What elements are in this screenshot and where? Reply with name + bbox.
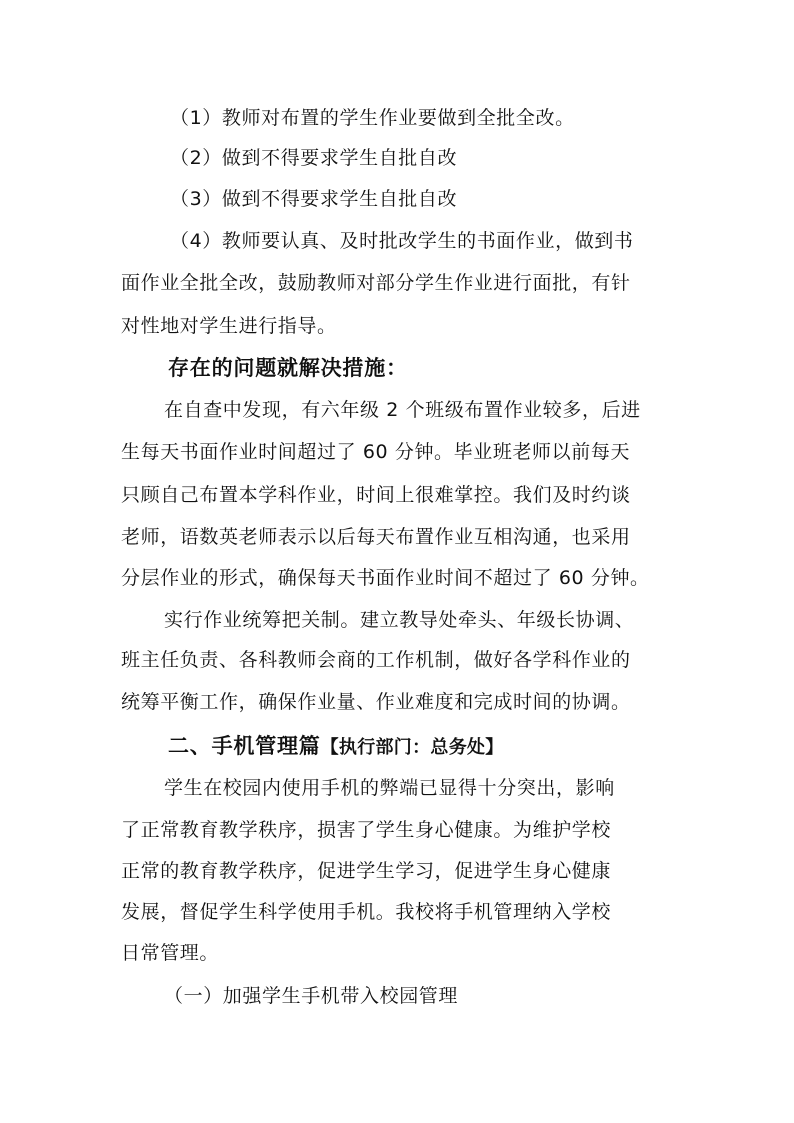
paragraph-line: 实行作业统筹把关制。建立教导处牵头、年级长协调、 xyxy=(164,609,635,631)
section-two-title: 二、手机管理篇 xyxy=(168,734,321,758)
paragraph-line: 对性地对学生进行指导。 xyxy=(121,315,337,337)
section-two-dept: 【执行部门：总务处】 xyxy=(320,737,504,758)
paragraph-line: 老师，语数英老师表示以后每天布置作业互相沟通，也采用 xyxy=(121,526,631,548)
paragraph-line: （3）做到不得要求学生自批自改 xyxy=(170,188,458,210)
section-two-heading xyxy=(168,732,504,762)
section-heading: 存在的问题就解决措施： xyxy=(168,356,408,380)
paragraph-line: 了正常教育教学秩序，损害了学生身心健康。为维护学校 xyxy=(121,819,612,841)
paragraph-line: （2）做到不得要求学生自批自改 xyxy=(170,147,458,169)
paragraph-line: （1）教师对布置的学生作业要做到全批全改。 xyxy=(170,107,575,129)
paragraph-line: 只顾自己布置本学科作业，时间上很难掌控。我们及时约谈 xyxy=(121,484,631,506)
paragraph-line: 在自查中发现，有六年级 2 个班级布置作业较多，后进 xyxy=(164,399,641,421)
paragraph-line: （4）教师要认真、及时批改学生的书面作业，做到书 xyxy=(170,230,634,252)
paragraph-line: 面作业全批全改，鼓励教师对部分学生作业进行面批，有针 xyxy=(121,272,631,294)
paragraph-line: 分层作业的形式，确保每天书面作业时间不超过了 60 分钟。 xyxy=(121,567,650,589)
paragraph-line: 班主任负责、各科教师会商的工作机制，做好各学科作业的 xyxy=(121,649,631,671)
subsection-heading: （一）加强学生手机带入校园管理 xyxy=(164,985,459,1007)
paragraph-line: 学生在校园内使用手机的弊端已显得十分突出，影响 xyxy=(164,777,615,799)
paragraph-line: 统筹平衡工作，确保作业量、作业难度和完成时间的协调。 xyxy=(121,691,631,713)
paragraph-line: 正常的教育教学秩序，促进学生学习，促进学生身心健康 xyxy=(121,860,612,882)
paragraph-line: 生每天书面作业时间超过了 60 分钟。毕业班老师以前每天 xyxy=(121,441,631,463)
paragraph-line: 发展，督促学生科学使用手机。我校将手机管理纳入学校 xyxy=(121,901,612,923)
paragraph-line: 日常管理。 xyxy=(121,942,220,964)
